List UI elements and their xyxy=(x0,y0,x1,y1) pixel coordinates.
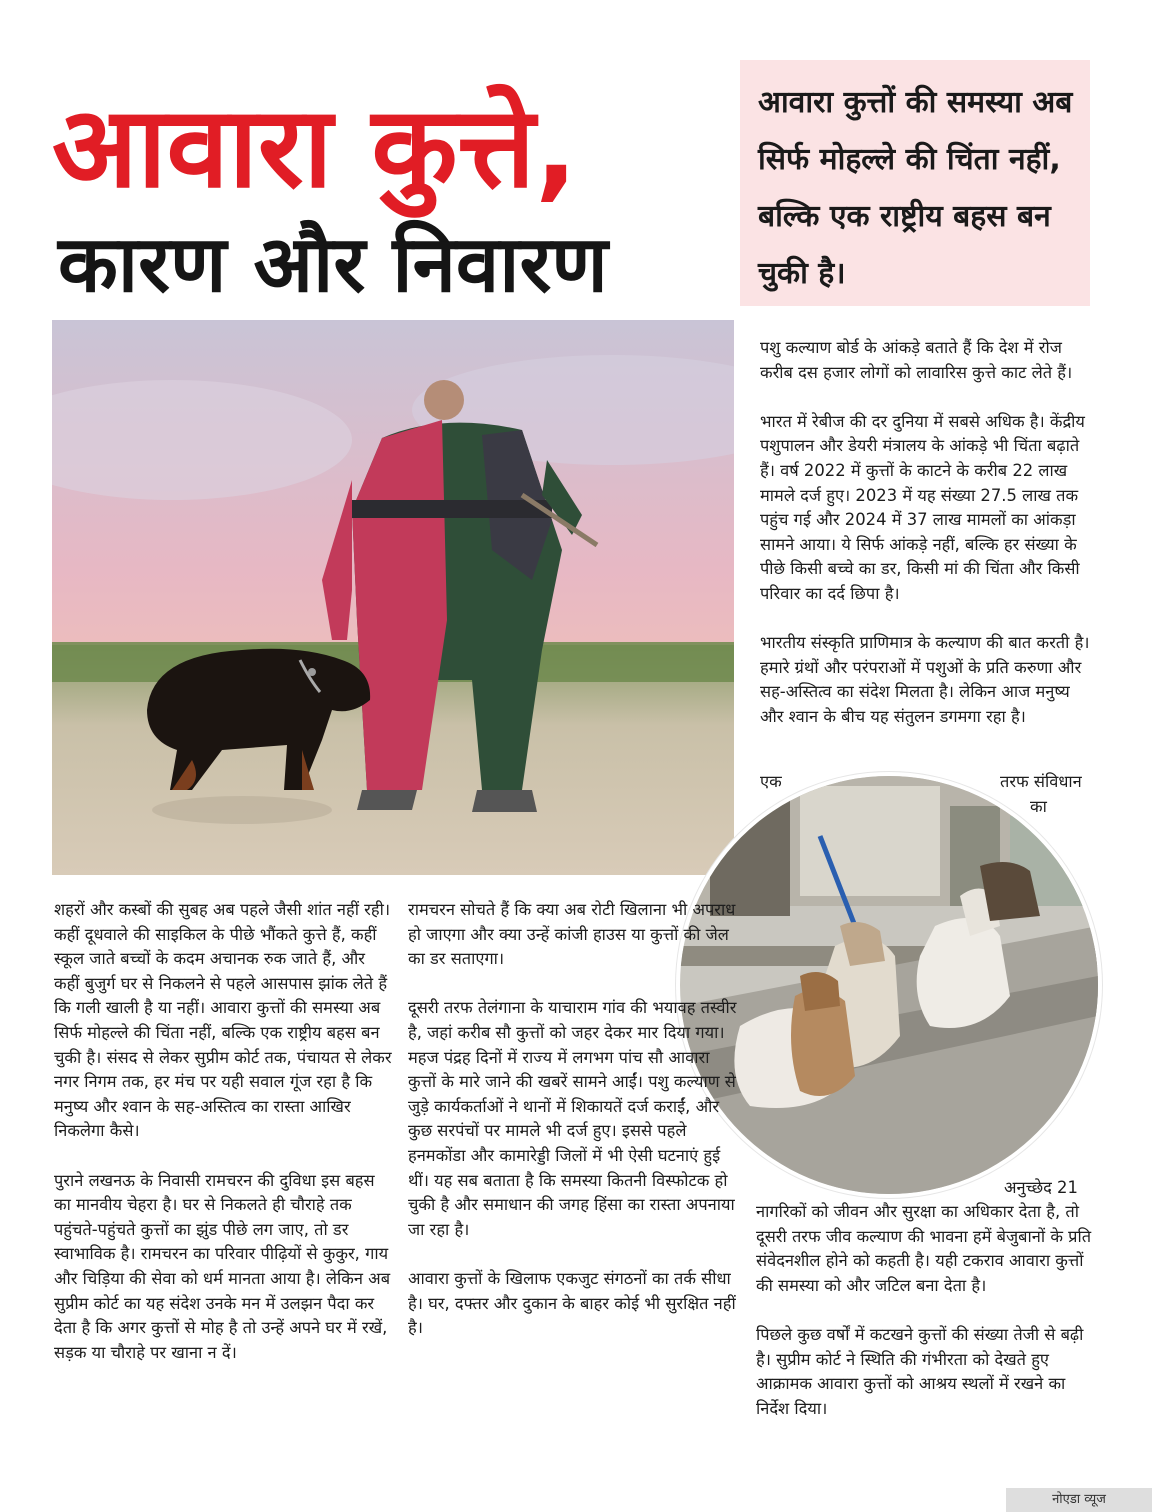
headline-line-2: कारण और निवारण xyxy=(58,220,608,310)
right-column-top xyxy=(760,336,1096,754)
main-photo-dog-training xyxy=(52,320,734,875)
article-paragraph: भारतीय संस्कृति प्राणिमात्र के कल्याण की बात करती है। हमारे ग्रंथों और परंपराओं में पशुओं के प्रति करुणा और सह-अस्तित्व का संदेश मिलता है। लेकिन आज मनुष्य और श्वान के बीच यह संतुलन डगमगा रहा है। xyxy=(760,633,1090,726)
pull-quote: आवारा कुत्तों की समस्या अब सिर्फ मोहल्ले की चिंता नहीं, बल्कि एक राष्ट्रीय बहस बन चुकी है। xyxy=(740,60,1090,306)
wrap-fragment-right: तरफ संविधान xyxy=(1000,772,1082,791)
wrap-fragment-below-circle: अनुच्छेद 21 xyxy=(1004,1178,1078,1197)
article-paragraph: रामचरन सोचते हैं कि क्या अब रोटी खिलाना भी अपराध हो जाएगा और क्या उन्हें कांजी हाउस या कुत्तों की जेल का डर सताएगा। xyxy=(408,900,736,969)
article-paragraph: शहरों और कस्बों की सुबह अब पहले जैसी शांत नहीं रही। कहीं दूधवाले की साइकिल के पीछे भौंकते कुत्ते हैं, कहीं स्कूल जाते बच्चों के कदम अचानक रुक जाते हैं, और कहीं बुजुर्ग घर से निकलने से पहले आसपास झांक लेते हैं कि गली खाली है या नहीं। आवारा कुत्तों की समस्या अब सिर्फ मोहल्ले की चिंता नहीं, बल्कि एक राष्ट्रीय बहस बन चुकी है। संसद से लेकर सुप्रीम कोर्ट तक, पंचायत से लेकर नगर निगम तक, हर मंच पर यही सवाल गूंज रहा है कि मनुष्य और श्वान के सह-अस्तित्व का रास्ता आखिर निकलेगा कैसे। xyxy=(54,900,392,1141)
article-paragraph: दूसरी तरफ तेलंगाना के याचाराम गांव की भयावह तस्वीर है, जहां करीब सौ कुत्तों को जहर देकर मार दिया गया। महज पंद्रह दिनों में राज्य में लगभग पांच सौ आवारा कुत्तों के मारे जाने की खबरें सामने आईं। पशु कल्याण से जुड़े कार्यकर्ताओं ने थानों में शिकायतें दर्ज कराईं, और कुछ सरपंचों पर मामले भी दर्ज हुए। इससे पहले हनमकोंडा और कामारेड्डी जिलों में भी ऐसी घटनाएं हुई थीं। यह सब बताता है कि समस्या कितनी विस्फोटक हो चुकी है और समाधान की जगह हिंसा का रास्ता अपनाया जा रहा है। xyxy=(408,998,737,1239)
wrap-fragment-left: एक xyxy=(760,772,782,791)
article-paragraph: पुराने लखनऊ के निवासी रामचरन की दुविधा इस बहस का मानवीय चेहरा है। घर से निकलते ही चौराहे तक पहुंचते-पहुंचते कुत्तों का झुंड पीछे लग जाए, तो डर स्वाभाविक है। रामचरन का परिवार पीढ़ियों से कुकुर, गाय और चिड़िया की सेवा को धर्म मानता आया है। लेकिन अब सुप्रीम कोर्ट का यह संदेश उनके मन में उलझन पैदा कर देता है कि अगर कुत्तों से मोह है तो उन्हें अपने घर में रखें, सड़क या चौराहे पर खाना न दें। xyxy=(54,1170,391,1362)
publication-tag: नोएडा व्यूज xyxy=(1006,1488,1152,1512)
article-paragraph: आवारा कुत्तों के खिलाफ एकजुट संगठनों का तर्क सीधा है। घर, दफ्तर और दुकान के बाहर कोई भी सुरक्षित नहीं है। xyxy=(408,1268,736,1338)
main-photo-illustration xyxy=(52,320,734,875)
left-column xyxy=(54,898,392,1390)
article-paragraph: भारत में रेबीज की दर दुनिया में सबसे अधिक है। केंद्रीय पशुपालन और डेयरी मंत्रालय के आंकड़े भी चिंता बढ़ाते हैं। वर्ष 2022 में कुत्तों के काटने के करीब 22 लाख मामले दर्ज हुए। 2023 में यह संख्या 27.5 लाख तक पहुंच गई और 2024 में 37 लाख मामलों का आंकड़ा सामने आया। ये सिर्फ आंकड़े नहीं, बल्कि हर संख्या के पीछे किसी बच्चे का डर, किसी मां की चिंता और किसी परिवार का दर्द छिपा है। xyxy=(760,411,1085,603)
article-paragraph: नागरिकों को जीवन और सुरक्षा का अधिकार देता है, तो दूसरी तरफ जीव कल्याण की भावना हमें बेजुबानों के प्रति संवेदनशील होने को कहती है। यही टकराव आवारा कुत्तों की समस्या को और जटिल बना देता है। xyxy=(756,1202,1092,1295)
right-column-bottom xyxy=(756,1200,1096,1446)
article-paragraph: पशु कल्याण बोर्ड के आंकड़े बताते हैं कि देश में रोज करीब दस हजार लोगों को लावारिस कुत्ते काट लेते हैं। xyxy=(760,338,1073,382)
article-paragraph: पिछले कुछ वर्षों में कटखने कुत्तों की संख्या तेजी से बढ़ी है। सुप्रीम कोर्ट ने स्थिति की गंभीरता को देखते हुए आक्रामक आवारा कुत्तों को आश्रय स्थलों में रखने का निर्देश दिया। xyxy=(756,1324,1084,1418)
wrap-fragment-right-2: का xyxy=(1030,797,1047,816)
middle-column xyxy=(408,898,740,1365)
headline-line-1: आवारा कुत्ते, xyxy=(52,83,578,213)
circle-photo-illustration xyxy=(680,776,1098,1194)
